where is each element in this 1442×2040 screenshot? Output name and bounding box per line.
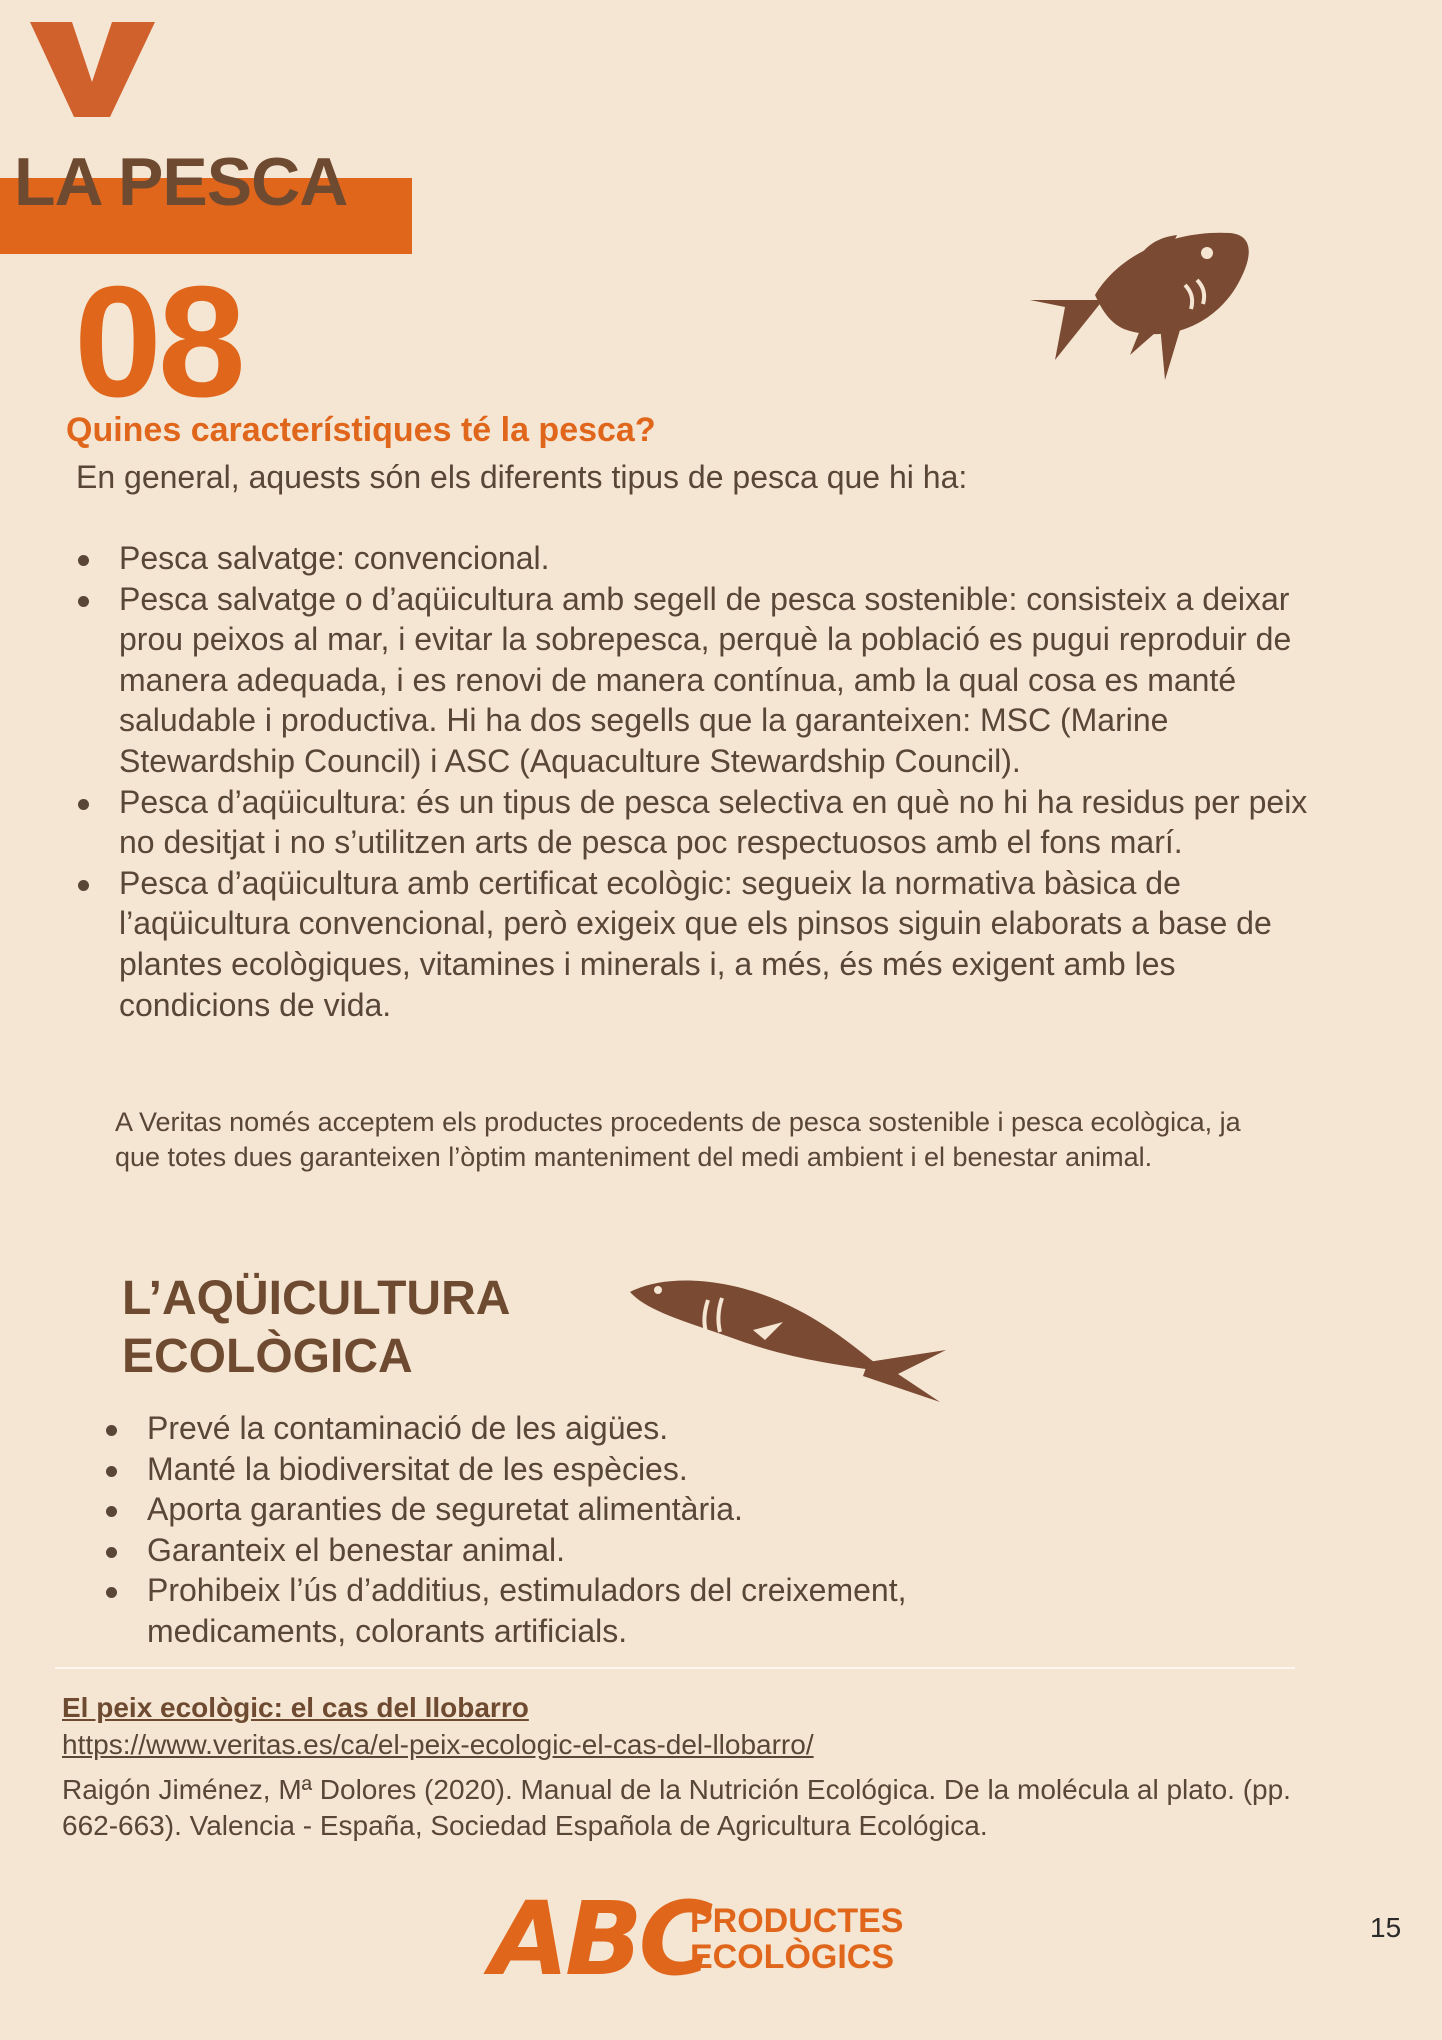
reference-url-link[interactable]: https://www.veritas.es/ca/el-peix-ecologic-el-cas-del-llobarro/ — [62, 1729, 814, 1760]
list-item: Prohibeix l’ús d’additius, estimuladors del creixement, medicaments, colorants artificials. — [104, 1570, 1004, 1651]
list-item: Pesca salvatge: convencional. — [76, 538, 1326, 579]
aquaculture-benefits-list — [104, 1408, 1004, 1652]
v-logo-icon — [30, 22, 155, 117]
fishing-types-list — [76, 538, 1326, 1025]
page-title: LA PESCA — [14, 144, 348, 220]
section-question: Quines característiques té la pesca? — [66, 411, 656, 449]
divider — [55, 1667, 1295, 1669]
section-heading — [122, 1270, 510, 1386]
abc-logo — [490, 1880, 920, 1999]
reference-title-link[interactable]: El peix ecològic: el cas del llobarro — [62, 1692, 529, 1723]
veritas-note: A Veritas només acceptem els productes procedents de pesca sostenible i pesca ecològica, ja que totes dues garanteixen l’òptim manteniment del medi ambient i el benestar animal. — [115, 1107, 1241, 1172]
logo-line-2: ECOLÒGICS — [690, 1938, 895, 1976]
logo-letters: ABC — [490, 1880, 710, 1999]
list-item: Pesca d’aqüicultura amb certificat ecològic: segueix la normativa bàsica de l’aqüicultura convencional, però exigeix que els pinsos siguin elaborats a base de plantes ecològiques, vitamines i minerals i, a més, és més exigent amb les condicions de vida. — [76, 863, 1326, 1025]
list-item: Pesca d’aqüicultura: és un tipus de pesca selectiva en què no hi ha residus per peix no desitjat i no s’utilitzen arts de pesca poc respectuosos amb el fons marí. — [76, 782, 1326, 863]
intro-text: En general, aquests són els diferents tipus de pesca que hi ha: — [76, 459, 968, 495]
fish-icon — [628, 1270, 948, 1410]
list-item: Pesca salvatge o d’aqüicultura amb segell de pesca sostenible: consisteix a deixar prou peixos al mar, i evitar la sobrepesca, perquè la població es pugui reproduir de manera adequada, i es renovi de manera contínua, amb la qual cosa es manté saludable i productiva. Hi ha dos segells que la garanteixen: MSC (Marine Stewardship Council) i ASC (Aquaculture Stewardship Council). — [76, 579, 1326, 782]
list-item: Aporta garanties de seguretat alimentària. — [104, 1489, 1004, 1530]
list-item: Manté la biodiversitat de les espècies. — [104, 1449, 1004, 1490]
heading-line-1: L’AQÜICULTURA — [122, 1272, 511, 1325]
list-item: Prevé la contaminació de les aigües. — [104, 1408, 1004, 1449]
page-number: 15 — [1370, 1912, 1402, 1943]
heading-line-2: ECOLÒGICA — [122, 1330, 413, 1383]
logo-line-1: PRODUCTES — [690, 1902, 904, 1940]
chapter-number: 08 — [74, 254, 242, 430]
reference-citation: Raigón Jiménez, Mª Dolores (2020). Manual de la Nutrición Ecológica. De la molécula al plato. (pp. 662-663). Valencia - España, Sociedad Española de Agricultura Ecológica. — [62, 1774, 1291, 1841]
list-item: Garanteix el benestar animal. — [104, 1530, 1004, 1571]
fish-icon — [1025, 225, 1255, 385]
